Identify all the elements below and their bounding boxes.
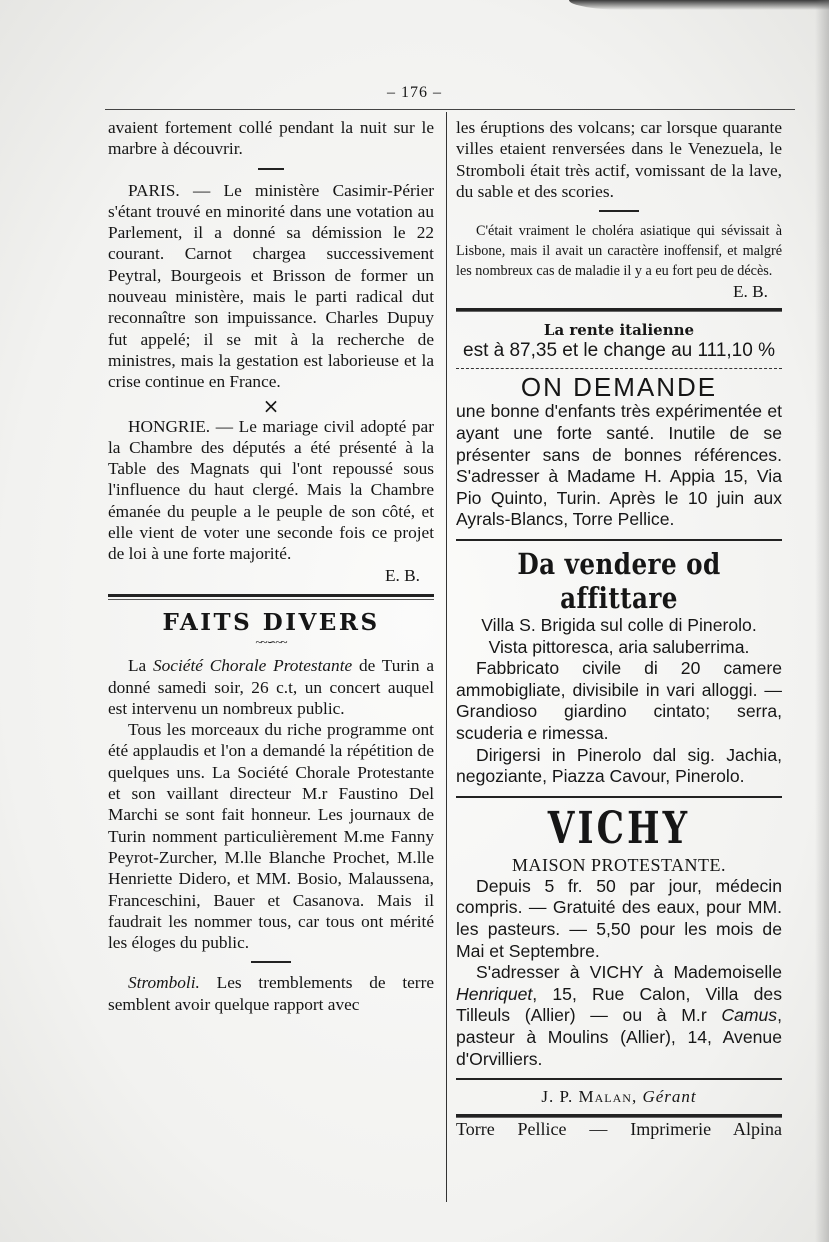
section-dash [258,168,284,170]
stromboli-paragraph: Stromboli. Les tremblements de terre semblent avoir quelque rapport avec [108,973,434,1014]
on-demande-heading: ON DEMANDE [520,372,718,403]
section-rule [108,594,434,600]
hongrie-article: HONGRIE. — Le mariage civil adopté par la Chambre des députés a été présenté à la Table des Magnats qui l'ont repoussé sous l'influence du haut clergé. Mais la Chambre émanée du peuple a le peuple de son côté, et elle vient de voter une seconde fois ce projet de loi à une forte majorité. [108,416,434,564]
vendere-contact: Dirigersi in Pinerolo dal sig. Jachia, negoziante, Piazza Cavour, Pinerolo. [456,744,782,787]
faits-divers-heading: FAITS DIVERS [162,608,380,636]
gerant-line: J. P. Malan, Gérant [541,1087,697,1107]
left-column [108,117,434,1015]
vichy-prices: Depuis 5 fr. 50 par jour, médecin compris. — Gratuité des eaux, pour MM. les pasteurs. — 5,50 pour les mois de Mai et Septembre. [456,875,782,961]
vendere-line2: Vista pittoresca, aria saluberrima. [488,636,750,657]
header-rule [105,109,795,110]
section-rule [456,308,782,312]
vichy-contact: S'adresser à VICHY à Mademoiselle Henriquet, 15, Rue Calon, Villa des Tilleuls (Allier) — ou à M.r Camus, pasteur à Moulins (Allier), 14, Avenue d'Orvilliers. [456,962,782,1069]
dashed-rule [456,368,782,369]
ornament-icon: ~~∽~~ [255,635,287,650]
section-dash [251,961,291,963]
cross-separator-icon: × [262,393,280,418]
vichy-heading: VICHY [547,802,691,854]
rente-heading: La rente italienne [543,321,695,340]
stromboli-continued: les éruptions des volcans; car lorsque quarante villes etaient renversées dans le Venezuela, le Stromboli était très actif, vomissant de la lave, du sable et des scories. [456,118,782,201]
scan-corner-shadow [569,0,829,10]
imprint-line: Torre Pellice — Imprimerie Alpina [456,1119,782,1140]
chorale-paragraph: La Société Chorale Protestante de Turin a donné samedi soir, 26 c.t, un concert auquel est intervenu un nombreux public. [108,656,434,718]
paris-article: PARIS. — Le ministère Casimir-Périer s'étant trouvé en minorité dans une votation au Parlement, il a donné sa démission le 22 courant. Carnot chargea successivement Peytral, Bourgeois et Brisson de former un nouveau ministère, mais le parti radical dut reconnaître son impuissance. Charles Dupuy fut appelé; il se mit à la recherche de ministres, mais la gestation est laborieuse et la crise continue en France. [108,180,434,392]
section-rule [456,1078,782,1080]
section-rule [456,539,782,541]
vendere-line1: Villa S. Brigida sul colle di Pinerolo. [481,615,757,636]
vendere-heading: Da vendere od affittare [517,547,721,616]
section-dash [599,210,639,212]
rente-value-line: est à 87,35 et le change au 111,10 % [463,340,775,362]
page-number: – 176 – [387,84,442,101]
paris-lead: PARIS. [128,180,180,200]
continued-paragraph: avaient fortement collé pendant la nuit sur le marbre à découvrir. [108,118,434,159]
hongrie-lead: HONGRIE. [128,416,211,436]
signature: E. B. [384,565,420,585]
cholera-paragraph: C'était vraiment le choléra asiatique qui sévissait à Lisbone, mais il avait un caractère inoffensif, et malgré les nombreux cas de maladie il y a eu fort peu de décès. [456,223,782,280]
signature: E. B. [732,282,768,302]
demande-text: une bonne d'enfants très expérimentée et ayant une forte santé. Inutile de se présenter sans de bonnes références. S'adresser à Madame H. Appia 15, Via Pio Quinto, Turin. Après le 10 juin aux Ayrals-Blancs, Torre Pellice. [456,401,782,530]
right-column [456,117,782,1140]
vendere-paragraph: Fabbricato civile di 20 camere ammobigliate, divisibile in vari alloggi. — Grandioso giardino cintato; serra, scuderia e rimessa. [456,658,782,744]
morceaux-paragraph: Tous les morceaux du riche programme ont été applaudis et l'on a demandé la répétition de quelques uns. La Société Chorale Protestante et son vaillant directeur M.r Faustino Del Marchi se sont fait honneur. Les journaux de Turin nomment particulièrement M.me Fanny Peyrot-Zurcher, M.lle Blanche Prochet, M.lle Henriette Didero, et MM. Bosio, Malaussena, Franceschini, Bauer et Casanova. Mais il faudrait les nommer tous, car tous ont mérité les éloges du public. [108,720,434,953]
section-rule [456,796,782,798]
column-divider [446,112,447,1202]
scan-edge-shadow [815,0,829,1242]
vichy-subtitle: MAISON PROTESTANTE. [511,854,727,875]
